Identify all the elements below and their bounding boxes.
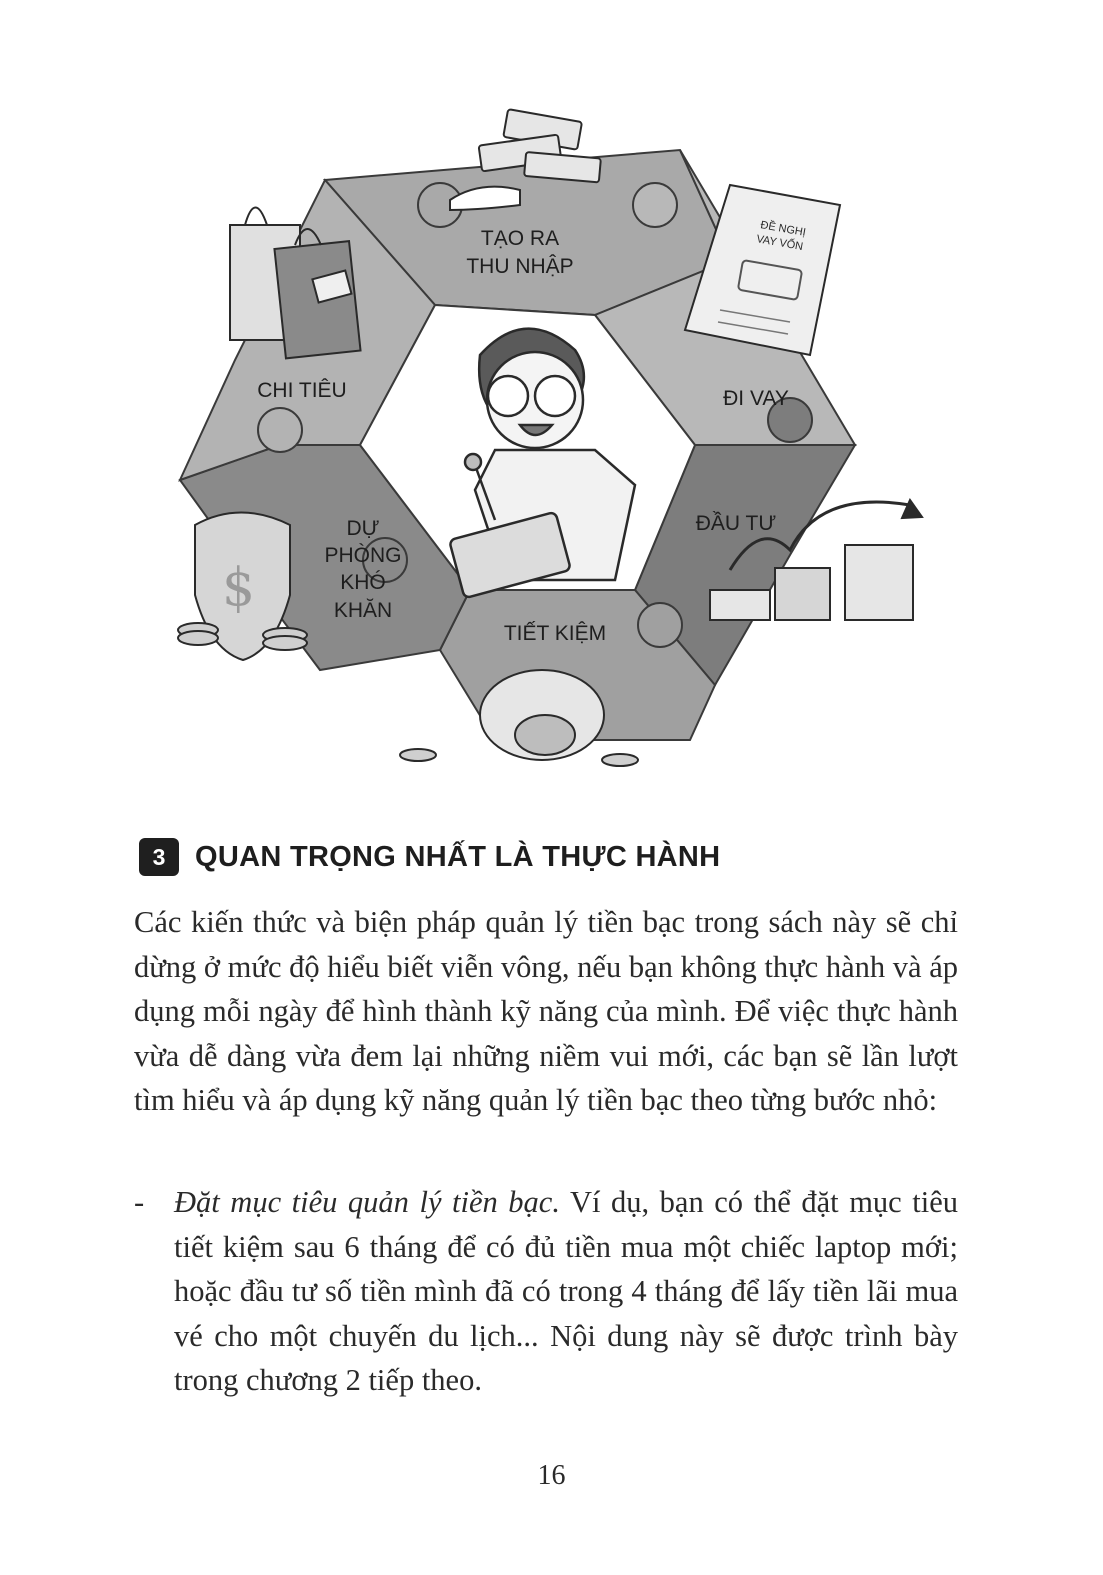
label-borrow: ĐI VAY: [723, 387, 789, 410]
label-income-line-1: TẠO RA: [480, 227, 560, 250]
section-heading: [139, 838, 720, 876]
puzzle-knob: [638, 603, 682, 647]
bullet-item: [134, 1180, 958, 1403]
section-number-badge: 3: [139, 838, 179, 876]
label-spending: CHI TIÊU: [257, 379, 347, 402]
bullet-body: [174, 1180, 958, 1403]
page-number: 16: [537, 1460, 566, 1491]
label-emergency-line-3: KHÓ: [340, 571, 386, 594]
intro-paragraph: Các kiến thức và biện pháp quản lý tiền bạc trong sách này sẽ chỉ dừng ở mức độ hiểu biết viễn vông, nếu bạn không thực hành và áp dụng mỗi ngày để hình thành kỹ năng của mình. Để việc thực hành vừa dễ dàng vừa đem lại những niềm vui mới, các bạn sẽ lần lượt tìm hiểu và áp dụng kỹ năng quản lý tiền bạc theo từng bước nhỏ:: [134, 905, 958, 1118]
bullet-dash: -: [134, 1185, 145, 1219]
label-save: TIẾT KIỆM: [503, 622, 607, 645]
label-emergency-line-4: KHĂN: [333, 599, 393, 622]
financial-cycle-illustration: [150, 100, 950, 800]
bullet-text: Ví dụ, bạn có thể đặt mục tiêu tiết kiệm sau 6 tháng để có đủ tiền mua một chiếc laptop mới; hoặc đầu tư số tiền mình đã có trong 4 tháng để lấy tiền lãi mua vé cho một chuyến du lịch... Nội dung này sẽ được trình bày trong chương 2 tiếp theo.: [174, 1185, 958, 1398]
bullet-italic-lead: Đặt mục tiêu quản lý tiền bạc.: [174, 1185, 560, 1219]
label-emergency-line-1: DỰ: [346, 517, 380, 540]
label-invest: ĐẦU TƯ: [695, 512, 777, 535]
puzzle-knob: [633, 183, 677, 227]
puzzle-knob: [258, 408, 302, 452]
document-line-2: VAY VỐN: [755, 233, 804, 254]
label-emergency-line-2: PHÒNG: [324, 544, 402, 567]
svg-text:$: $: [222, 558, 256, 618]
label-income-line-2: THU NHẬP: [466, 255, 574, 278]
document-line-1: ĐỀ NGHỊ: [759, 219, 807, 239]
section-title: QUAN TRỌNG NHẤT LÀ THỰC HÀNH: [195, 840, 721, 873]
